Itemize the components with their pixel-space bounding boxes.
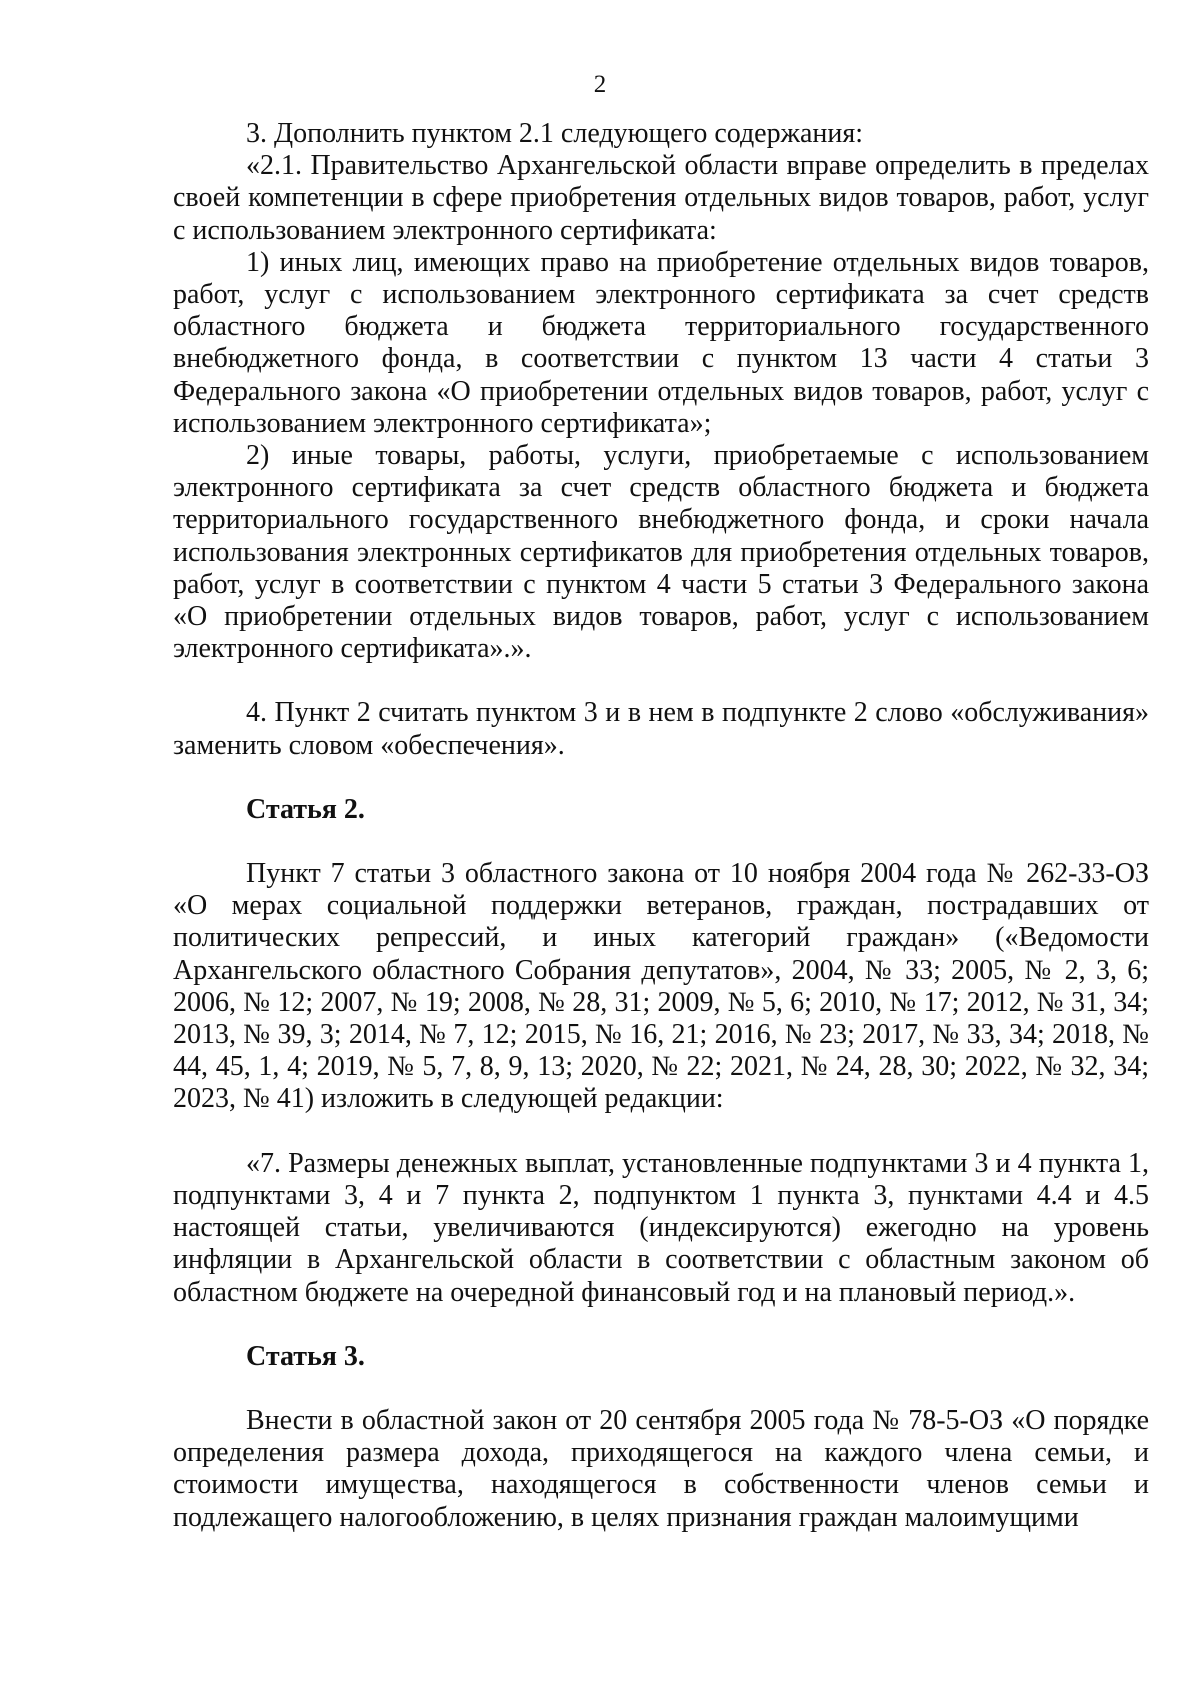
paragraph-item-3: 3. Дополнить пунктом 2.1 следующего содержания: (246, 118, 864, 149)
paragraph-subitem-1: 1) иных лиц, имеющих право на приобретение отдельных видов товаров, работ, услуг с использованием электронного сертификата за счет средств областного бюджета и бюджета территориального государственного внебюджетного фонда, в соответствии с пунктом 13 части 4 статьи 3 Федерального закона «О приобретении отдельных видов товаров, работ, услуг с использованием электронного сертификата»; (173, 246, 1149, 439)
paragraph-item-4: 4. Пункт 2 считать пунктом 3 и в нем в подпункте 2 слово «обслуживания» заменить словом «обеспечения». (173, 697, 1149, 761)
paragraph-subitem-2: 2) иные товары, работы, услуги, приобретаемые с использованием электронного сертификата за счет средств областного бюджета и бюджета территориального государственного внебюджетного фонда, и сроки начала использования электронных сертификатов для приобретения отдельных товаров, работ, услуг в соответствии с пунктом 4 части 5 статьи 3 Федерального закона «О приобретении отдельных видов товаров, работ, услуг с использованием электронного сертификата».». (173, 440, 1149, 665)
article-3-heading: Статья 3. (246, 1340, 365, 1372)
paragraph-article-2-text: «7. Размеры денежных выплат, установленные подпунктами 3 и 4 пункта 1, подпунктами 3, 4 и 7 пункта 2, подпунктом 1 пункта 3, пунктами 4.4 и 4.5 настоящей статьи, увеличиваются (индексируются) ежегодно на уровень инфляции в Архангельской области в соответствии с областным законом об областном бюджете на очередной финансовый год и на плановый период.». (173, 1147, 1149, 1308)
paragraph-subpoint-2-1: «2.1. Правительство Архангельской области вправе определить в пределах своей компетенции в сфере приобретения отдельных видов товаров, работ, услуг с использованием электронного сертификата: (173, 150, 1149, 246)
document-body (173, 118, 1149, 1534)
paragraph-article-2-intro: Пункт 7 статьи 3 областного закона от 10 ноября 2004 года № 262-33-ОЗ «О мерах социальной поддержки ветеранов, граждан, пострадавших от политических репрессий, и иных категорий граждан» («Ведомости Архангельского областного Собрания депутатов», 2004, № 33; 2005, № 2, 3, 6; 2006, № 12; 2007, № 19; 2008, № 28, 31; 2009, № 5, 6; 2010, № 17; 2012, № 31, 34; 2013, № 39, 3; 2014, № 7, 12; 2015, № 16, 21; 2016, № 23; 2017, № 33, 34; 2018, № 44, 45, 1, 4; 2019, № 5, 7, 8, 9, 13; 2020, № 22; 2021, № 24, 28, 30; 2022, № 32, 34; 2023, № 41) изложить в следующей редакции: (173, 858, 1149, 1115)
paragraph-article-3-intro: Внести в областной закон от 20 сентября 2005 года № 78-5-ОЗ «О порядке определения размера дохода, приходящегося на каждого члена семьи, и стоимости имущества, находящегося в собственности членов семьи и подлежащего налогообложению, в целях признания граждан малоимущими (173, 1404, 1149, 1533)
article-2-heading: Статья 2. (246, 793, 365, 825)
page-number: 2 (593, 71, 607, 98)
